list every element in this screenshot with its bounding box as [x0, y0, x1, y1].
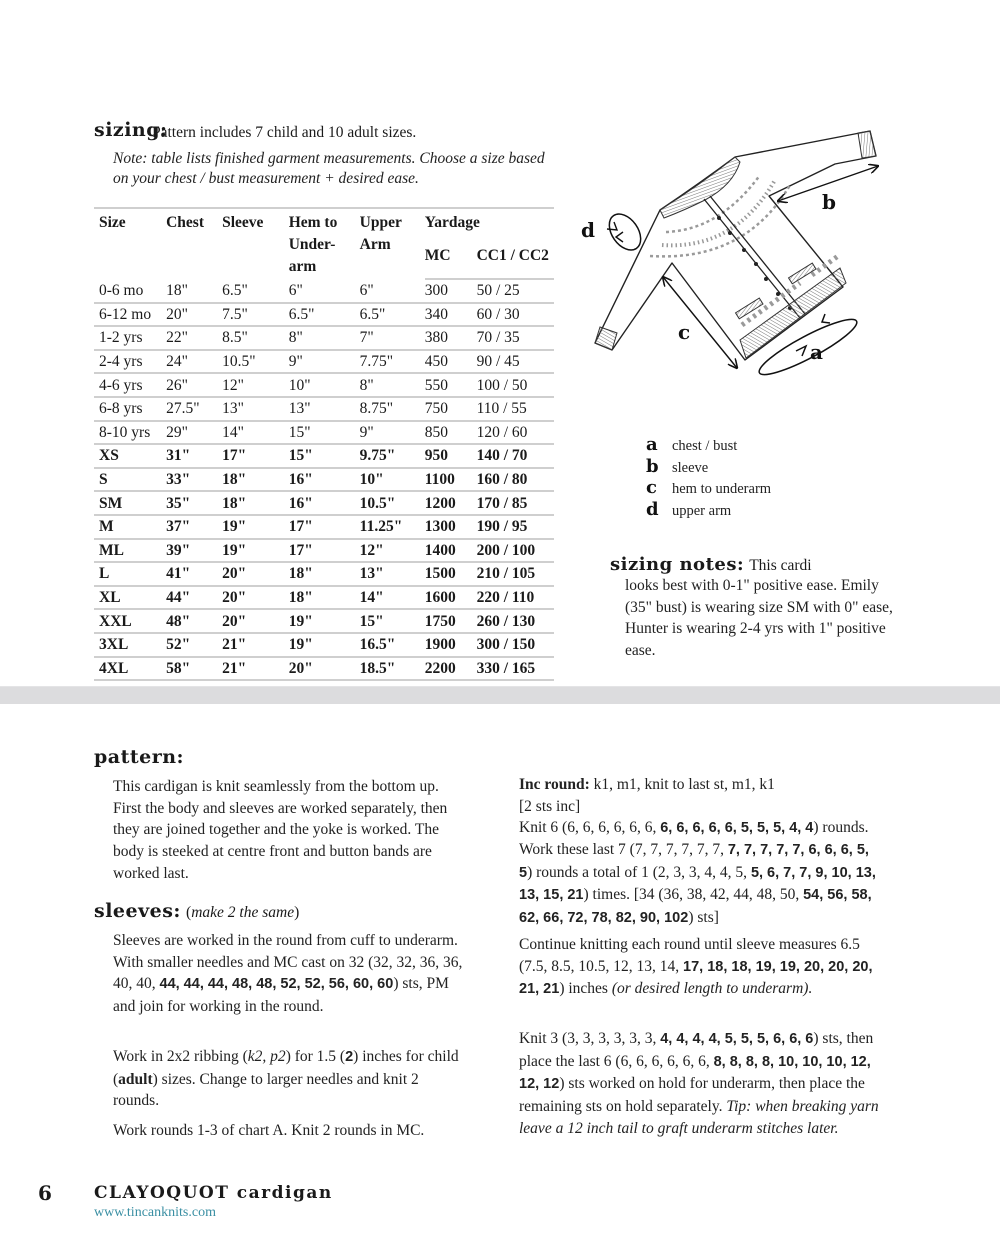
- adult-counts: 54, 56, 58, 62, 66, 72, 78, 82, 90, 102: [519, 887, 872, 927]
- cell-cc: 220 / 110: [477, 586, 554, 610]
- cell-sleeve: 21": [222, 657, 289, 681]
- cell-hem: 19": [289, 609, 360, 633]
- cell-mc: 380: [425, 326, 477, 350]
- table-row: [94, 326, 554, 350]
- cell-chest: 26": [166, 373, 222, 397]
- cell-chest: 18": [166, 279, 222, 303]
- sleeves-subheading-italic: make 2 the same: [191, 904, 295, 921]
- cell-hem: 17": [289, 515, 360, 539]
- cell-chest: 33": [166, 468, 222, 492]
- sizing-notes-text-first: This cardi: [749, 557, 812, 574]
- cell-cc: 200 / 100: [477, 539, 554, 563]
- cell-upper-arm: 14": [360, 586, 425, 610]
- text: Work these last 7 (7, 7, 7, 7, 7, 7,: [519, 841, 728, 858]
- cardigan-sketch-icon: [575, 120, 905, 390]
- cell-sleeve: 18": [222, 468, 289, 492]
- cell-sleeve: 8.5": [222, 326, 289, 350]
- sizing-note: Note: table lists finished garment measurements. Choose a size based on your chest / bust measurement + desired ease.: [113, 150, 545, 187]
- cell-upper-arm: 10.5": [360, 491, 425, 515]
- cell-upper-arm: 18.5": [360, 657, 425, 681]
- tip-text: Tip: when breaking yarn leave a 12 inch tail to graft underarm stitches later.: [519, 1098, 879, 1137]
- cell-upper-arm: 6": [360, 279, 425, 303]
- cell-chest: 39": [166, 539, 222, 563]
- cell-chest: 41": [166, 562, 222, 586]
- cell-cc: 300 / 150: [477, 633, 554, 657]
- legend-key: b: [646, 455, 659, 477]
- table-row: [94, 586, 554, 610]
- page-number: 6: [38, 1181, 53, 1205]
- legend-label: sleeve: [672, 459, 709, 476]
- table-row: [94, 609, 554, 633]
- adult-counts: 8, 8, 8, 8, 10, 10, 10, 12, 12, 12: [519, 1053, 871, 1093]
- cell-chest: 31": [166, 444, 222, 468]
- cell-chest: 35": [166, 491, 222, 515]
- cell-size: 3XL: [94, 633, 166, 657]
- text: ) sts worked on hold for underarm, then place the remaining sts on hold separately.: [519, 1075, 865, 1116]
- text: ) rounds a total of 1 (2, 3, 3, 4, 4, 5,: [527, 863, 751, 881]
- cell-sleeve: 20": [222, 609, 289, 633]
- cell-size: ML: [94, 539, 166, 563]
- cell-chest: 24": [166, 350, 222, 374]
- cell-hem: 9": [289, 350, 360, 374]
- cell-sleeve: 20": [222, 586, 289, 610]
- adult-counts: 17, 18, 18, 19, 19, 20, 20, 20, 21, 21: [519, 958, 873, 998]
- cell-hem: 20": [289, 657, 360, 681]
- cell-size: M: [94, 515, 166, 539]
- italic-note: (or desired length to underarm).: [611, 980, 813, 998]
- measurement-legend: [646, 434, 771, 521]
- sleeves-heading-row: [94, 900, 299, 922]
- table-row: [94, 373, 554, 397]
- cell-mc: 750: [425, 397, 477, 421]
- paren-close: ): [294, 904, 300, 921]
- cell-size: 6-8 yrs: [94, 397, 166, 421]
- adult-label: adult: [118, 1070, 153, 1088]
- table-row: [94, 491, 554, 515]
- cell-upper-arm: 9.75": [360, 444, 425, 468]
- size-table-body: [94, 279, 554, 680]
- legend-label: chest / bust: [672, 438, 738, 454]
- cell-sleeve: 14": [222, 421, 289, 445]
- repeat-rounds-paragraph: [519, 839, 884, 930]
- text: Knit 6 (6, 6, 6, 6, 6, 6,: [519, 819, 661, 837]
- diagram-label-b: b: [822, 190, 836, 214]
- header-upper-arm: Upper Arm: [360, 208, 425, 279]
- cell-size: 4-6 yrs: [94, 373, 166, 397]
- table-header-row: [94, 208, 554, 234]
- table-row: [94, 444, 554, 468]
- cell-cc: 110 / 55: [477, 397, 554, 421]
- cell-hem: 18": [289, 586, 360, 610]
- sizing-notes-heading: sizing notes:: [610, 554, 745, 575]
- text: Sleeves are worked in the round from cuff to underarm. With smaller needles and MC cast on 32 (32, 32, 36, 36, 40, 40,: [113, 932, 463, 993]
- text: ) sizes. Change to larger needles and knit 2 rounds.: [113, 1070, 419, 1110]
- text: k1, m1, knit to last st, m1, k1: [589, 776, 775, 793]
- text: ) inches for child (: [113, 1048, 459, 1088]
- inc-round-label: Inc round:: [519, 776, 590, 793]
- table-row: [94, 468, 554, 492]
- footer-title: CLAYOQUOT cardigan: [94, 1183, 333, 1203]
- cell-hem: 17": [289, 539, 360, 563]
- cell-hem: 8": [289, 326, 360, 350]
- cell-mc: 1400: [425, 539, 477, 563]
- text: ) for 1.5 (: [285, 1048, 346, 1065]
- cell-mc: 550: [425, 373, 477, 397]
- header-chest: Chest: [166, 208, 222, 279]
- cell-chest: 22": [166, 326, 222, 350]
- cell-size: L: [94, 562, 166, 586]
- cell-upper-arm: 8.75": [360, 397, 425, 421]
- cell-hem: 10": [289, 373, 360, 397]
- cell-size: 0-6 mo: [94, 279, 166, 303]
- cell-mc: 1600: [425, 586, 477, 610]
- cell-upper-arm: 6.5": [360, 303, 425, 327]
- cell-mc: 950: [425, 444, 477, 468]
- cell-hem: 13": [289, 397, 360, 421]
- cell-cc: 100 / 50: [477, 373, 554, 397]
- stitch-pattern: k2, p2: [247, 1048, 286, 1065]
- cell-size: XS: [94, 444, 166, 468]
- sleeves-subheading: [186, 904, 299, 921]
- cell-size: 8-10 yrs: [94, 421, 166, 445]
- cell-hem: 6": [289, 279, 360, 303]
- table-row: [94, 303, 554, 327]
- cell-cc: 330 / 165: [477, 657, 554, 681]
- text: Knit 3 (3, 3, 3, 3, 3, 3,: [519, 1030, 661, 1047]
- cell-chest: 37": [166, 515, 222, 539]
- cell-cc: 60 / 30: [477, 303, 554, 327]
- adult-counts: 6, 6, 6, 6, 6, 5, 5, 5, 4, 4: [660, 820, 814, 837]
- cell-mc: 1500: [425, 562, 477, 586]
- legend-item-a: [646, 434, 771, 456]
- cell-size: 2-4 yrs: [94, 350, 166, 374]
- cell-chest: 29": [166, 421, 222, 445]
- header-sleeve: Sleeve: [222, 208, 289, 279]
- adult-counts: 7, 7, 7, 7, 7, 6, 6, 6, 5, 5: [519, 842, 869, 881]
- cell-hem: 19": [289, 633, 360, 657]
- size-table: [94, 207, 554, 681]
- cell-upper-arm: 9": [360, 421, 425, 445]
- cell-cc: 50 / 25: [477, 279, 554, 303]
- cell-hem: 16": [289, 491, 360, 515]
- legend-key: a: [646, 434, 658, 455]
- cell-sleeve: 10.5": [222, 350, 289, 374]
- table-row: [94, 657, 554, 681]
- sleeves-heading: sleeves:: [94, 900, 181, 922]
- text: ) sts]: [688, 909, 719, 927]
- cell-hem: 15": [289, 444, 360, 468]
- sizing-heading: sizing:: [94, 119, 168, 141]
- table-row: [94, 279, 554, 303]
- cell-upper-arm: 8": [360, 373, 425, 397]
- cell-mc: 1200: [425, 491, 477, 515]
- pattern-intro-text: This cardigan is knit seamlessly from the bottom up. First the body and sleeves are worked separately, then they are joined together and the yoke is worked. The body is steeked at centre front and button bands are worked last.: [113, 778, 448, 882]
- cell-mc: 2200: [425, 657, 477, 681]
- cell-upper-arm: 10": [360, 468, 425, 492]
- underarm-hold-paragraph: [519, 1028, 884, 1140]
- cell-mc: 300: [425, 279, 477, 303]
- cell-size: XXL: [94, 609, 166, 633]
- cell-sleeve: 19": [222, 539, 289, 563]
- text: ) rounds.: [813, 819, 869, 837]
- sleeves-chart-paragraph: Work rounds 1-3 of chart A. Knit 2 rounds in MC.: [113, 1122, 425, 1139]
- cell-sleeve: 18": [222, 491, 289, 515]
- legend-label: upper arm: [672, 503, 732, 520]
- cell-sleeve: 20": [222, 562, 289, 586]
- table-row: [94, 515, 554, 539]
- cell-upper-arm: 13": [360, 562, 425, 586]
- cell-hem: 6.5": [289, 303, 360, 327]
- header-size: Size: [94, 208, 166, 279]
- sleeves-ribbing-paragraph: [113, 1046, 463, 1112]
- cell-upper-arm: 11.25": [360, 515, 425, 539]
- cell-cc: 190 / 95: [477, 515, 554, 539]
- legend-item-d: [646, 499, 771, 521]
- cell-size: 6-12 mo: [94, 303, 166, 327]
- cell-cc: 70 / 35: [477, 326, 554, 350]
- cell-mc: 850: [425, 421, 477, 445]
- text: ) inches: [559, 980, 612, 998]
- inc-note: [2 sts inc]: [519, 797, 581, 815]
- cell-sleeve: 7.5": [222, 303, 289, 327]
- sizing-notes: [610, 554, 900, 662]
- cell-cc: 260 / 130: [477, 609, 554, 633]
- cell-upper-arm: 16.5": [360, 633, 425, 657]
- pattern-heading: pattern:: [94, 746, 185, 768]
- cell-sleeve: 12": [222, 373, 289, 397]
- cell-hem: 15": [289, 421, 360, 445]
- cell-cc: 90 / 45: [477, 350, 554, 374]
- cell-chest: 44": [166, 586, 222, 610]
- cell-chest: 58": [166, 657, 222, 681]
- cell-size: SM: [94, 491, 166, 515]
- cell-chest: 27.5": [166, 397, 222, 421]
- website-link[interactable]: www.tincanknits.com: [94, 1205, 216, 1220]
- cell-sleeve: 6.5": [222, 279, 289, 303]
- text: ) sts, PM and join for working in the round.: [113, 975, 449, 1016]
- cell-cc: 160 / 80: [477, 468, 554, 492]
- cell-mc: 340: [425, 303, 477, 327]
- diagram-label-c: c: [678, 320, 691, 344]
- header-mc: MC: [425, 234, 477, 279]
- text: Continue knitting each round until sleeve measures 6.5 (7.5, 8.5, 10.5, 12, 13, 14,: [519, 936, 860, 975]
- header-yardage: Yardage: [425, 208, 554, 234]
- diagram-label-a: a: [810, 340, 823, 364]
- table-row: [94, 562, 554, 586]
- legend-label: hem to underarm: [672, 481, 772, 498]
- cell-chest: 52": [166, 633, 222, 657]
- cell-size: XL: [94, 586, 166, 610]
- text: Work in 2x2 ribbing (: [113, 1048, 248, 1065]
- table-row: [94, 421, 554, 445]
- cell-cc: 210 / 105: [477, 562, 554, 586]
- cell-cc: 120 / 60: [477, 421, 554, 445]
- table-row: [94, 397, 554, 421]
- cell-upper-arm: 15": [360, 609, 425, 633]
- cell-hem: 16": [289, 468, 360, 492]
- cell-upper-arm: 7.75": [360, 350, 425, 374]
- diagram-label-d: d: [581, 218, 595, 242]
- sizing-notes-text: looks best with 0-1" positive ease. Emily (35" bust) is wearing size SM with 0" ease, Hunter is wearing 2-4 yrs with 1" positive ease.: [625, 577, 893, 660]
- continue-knitting-paragraph: [519, 934, 884, 1001]
- paren-open: (: [186, 904, 192, 921]
- adult-counts: 5, 6, 7, 7, 9, 10, 13, 13, 15, 21: [519, 864, 876, 904]
- sizing-intro: Pattern includes 7 child and 10 adult sizes.: [152, 124, 417, 141]
- cell-chest: 48": [166, 609, 222, 633]
- cell-upper-arm: 12": [360, 539, 425, 563]
- adult-counts: 44, 44, 44, 48, 48, 52, 52, 56, 60, 60: [159, 976, 394, 993]
- cell-sleeve: 17": [222, 444, 289, 468]
- cell-mc: 1900: [425, 633, 477, 657]
- cell-hem: 18": [289, 562, 360, 586]
- cell-cc: 170 / 85: [477, 491, 554, 515]
- cell-sleeve: 13": [222, 397, 289, 421]
- cell-size: 1-2 yrs: [94, 326, 166, 350]
- sleeves-cast-on-paragraph: [113, 930, 463, 1018]
- cell-sleeve: 19": [222, 515, 289, 539]
- header-hem-to-underarm: Hem to Under-arm: [289, 208, 360, 279]
- adult-counts: 4, 4, 4, 4, 5, 5, 5, 6, 6, 6: [660, 1031, 814, 1047]
- table-row: [94, 633, 554, 657]
- cell-mc: 450: [425, 350, 477, 374]
- legend-item-c: [646, 477, 771, 499]
- table-row: [94, 539, 554, 563]
- cell-size: S: [94, 468, 166, 492]
- adult-count: 2: [345, 1049, 354, 1065]
- cell-upper-arm: 7": [360, 326, 425, 350]
- cell-chest: 20": [166, 303, 222, 327]
- section-divider: [0, 686, 1000, 704]
- cell-mc: 1100: [425, 468, 477, 492]
- inc-round-paragraph: [519, 774, 884, 840]
- cell-sleeve: 21": [222, 633, 289, 657]
- legend-key: c: [646, 477, 657, 499]
- table-row: [94, 350, 554, 374]
- cardigan-schematic-diagram: [575, 120, 905, 390]
- header-cc: CC1 / CC2: [477, 234, 554, 279]
- text: ) times. [34 (36, 38, 42, 44, 48, 50,: [583, 886, 804, 904]
- legend-item-b: [646, 456, 771, 478]
- legend-key: d: [646, 499, 659, 521]
- cell-mc: 1750: [425, 609, 477, 633]
- text: ) sts, then place the last 6 (6, 6, 6, 6, 6, 6,: [519, 1030, 874, 1070]
- cell-cc: 140 / 70: [477, 444, 554, 468]
- cell-mc: 1300: [425, 515, 477, 539]
- cell-size: 4XL: [94, 657, 166, 681]
